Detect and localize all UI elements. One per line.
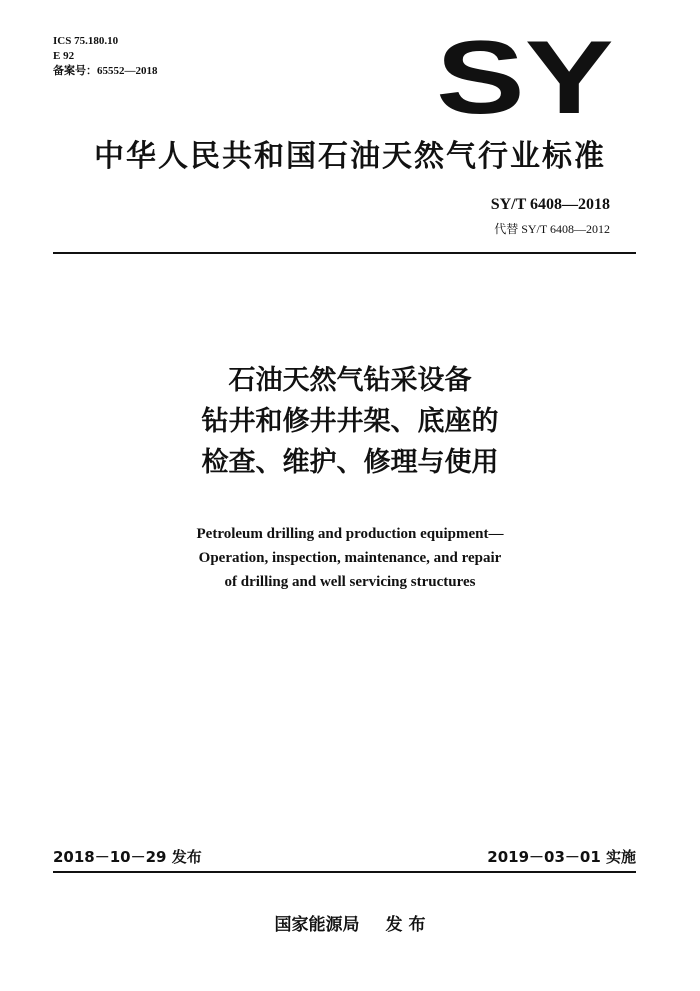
english-title-line: Petroleum drilling and production equipment— bbox=[196, 526, 504, 542]
classification-block bbox=[53, 34, 158, 79]
publish-action: 发 布 bbox=[385, 915, 426, 935]
industry-standard-heading: 中华人民共和国石油天然气行业标准 bbox=[94, 139, 606, 174]
english-title-line: Operation, inspection, maintenance, and repair bbox=[198, 550, 502, 566]
top-divider bbox=[53, 252, 636, 254]
chinese-title-line: 检查、维护、修理与使用 bbox=[201, 447, 499, 478]
chinese-title-line: 钻井和修井井架、底座的 bbox=[201, 406, 499, 437]
publisher-name: 国家能源局 bbox=[274, 915, 360, 935]
chinese-title-line: 石油天然气钻采设备 bbox=[228, 365, 472, 396]
ics-code: ICS 75.180.10 bbox=[53, 35, 119, 47]
sy-logo: SY bbox=[436, 20, 614, 136]
english-title bbox=[0, 522, 700, 594]
publisher-line bbox=[0, 910, 700, 935]
english-title-line: of drilling and well servicing structures bbox=[224, 574, 476, 590]
filing-number: 备案号：65552—2018 bbox=[53, 65, 158, 77]
replaces-note: 代替 SY/T 6408—2012 bbox=[494, 222, 610, 236]
bottom-divider bbox=[53, 871, 636, 873]
standard-number: SY/T 6408—2018 bbox=[490, 196, 610, 213]
issue-date: 2018－10－29 发布 bbox=[53, 848, 202, 866]
chinese-title bbox=[0, 360, 700, 483]
category-code: E 92 bbox=[53, 50, 75, 62]
implementation-date: 2019－03－01 实施 bbox=[487, 848, 636, 866]
